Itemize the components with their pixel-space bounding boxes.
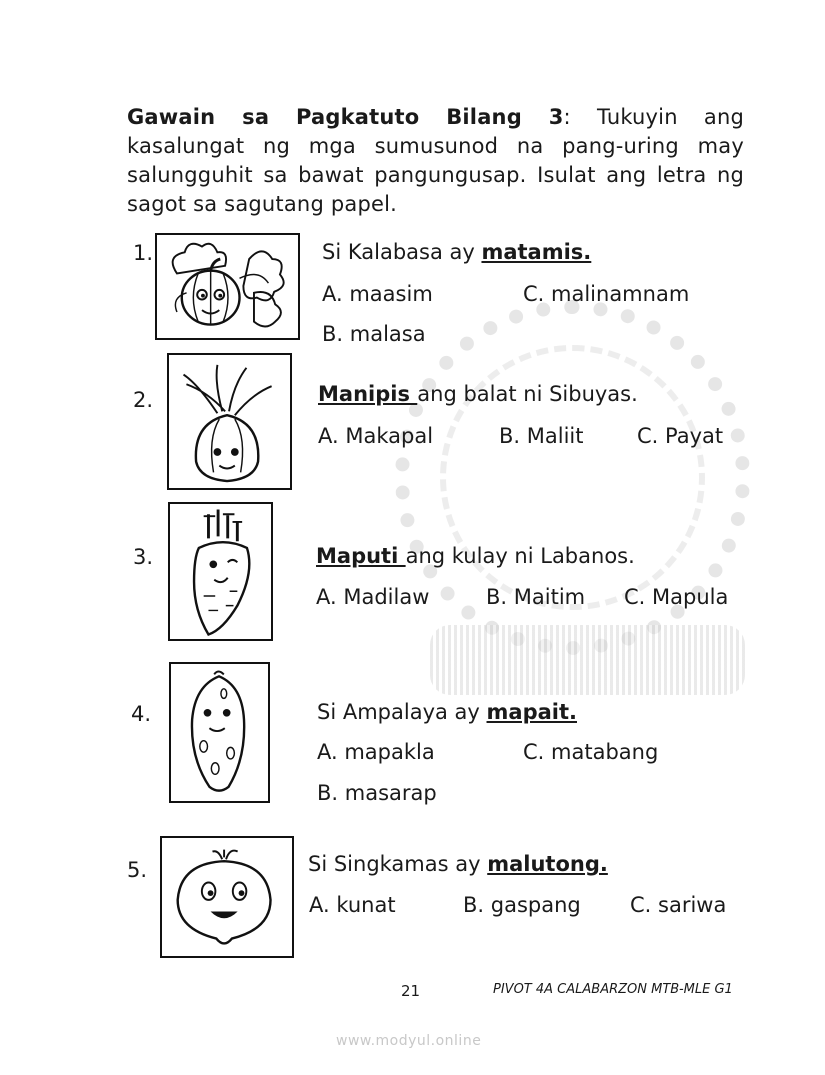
underlined-adjective: matamis. <box>481 240 592 264</box>
option-a: A. Madilaw <box>316 585 430 609</box>
underlined-adjective: Manipis <box>318 382 418 406</box>
instructions-text: : Tukuyin ang kasalungat ng mga sumusunod na pang-uring may salungguhit sa bawat pangungusap. Isulat ang letra ng sagot sa sagutang papel. <box>127 105 744 216</box>
option-a: A. maasim <box>322 282 433 306</box>
underlined-adjective: Maputi <box>316 544 406 568</box>
option-a: A. mapakla <box>317 740 435 764</box>
option-a: A. Makapal <box>318 424 434 448</box>
question-2: Manipis ang balat ni Sibuyas. <box>318 382 638 406</box>
option-b: B. masarap <box>317 781 437 805</box>
item-number: 4. <box>131 702 152 726</box>
onion-icon <box>169 355 290 488</box>
onion-picture <box>167 353 292 490</box>
option-c: C. matabang <box>523 740 659 764</box>
item-number: 2. <box>133 388 154 412</box>
radish-icon <box>170 504 271 639</box>
turnip-picture <box>160 836 294 958</box>
question-5: Si Singkamas ay malutong. <box>308 852 608 876</box>
module-code: PIVOT 4A CALABARZON MTB-MLE G1 <box>493 982 733 997</box>
instructions <box>127 103 744 219</box>
underlined-adjective: malutong. <box>487 852 608 876</box>
item-number: 5. <box>127 858 148 882</box>
option-c: C. malinamnam <box>523 282 690 306</box>
option-b: B. Maliit <box>499 424 584 448</box>
turnip-icon <box>162 838 292 956</box>
faded-stamp-smudge <box>430 625 745 695</box>
radish-picture <box>168 502 273 641</box>
page-number: 21 <box>401 982 421 1000</box>
pumpkin-icon <box>157 235 298 338</box>
option-a: A. kunat <box>309 893 396 917</box>
option-c: C. Mapula <box>624 585 729 609</box>
question-1: Si Kalabasa ay matamis. <box>322 240 592 264</box>
pumpkin-picture <box>155 233 300 340</box>
item-number: 3. <box>133 545 154 569</box>
question-3: Maputi ang kulay ni Labanos. <box>316 544 635 568</box>
option-c: C. Payat <box>637 424 724 448</box>
option-b: B. malasa <box>322 322 426 346</box>
activity-title: Gawain sa Pagkatuto Bilang 3 <box>127 105 564 129</box>
watermark: www.modyul.online <box>336 1033 482 1049</box>
option-c: C. sariwa <box>630 893 727 917</box>
option-b: B. gaspang <box>463 893 581 917</box>
item-number: 1. <box>133 241 154 265</box>
bitter-gourd-picture <box>169 662 270 803</box>
question-4: Si Ampalaya ay mapait. <box>317 700 577 724</box>
option-b: B. Maitim <box>486 585 586 609</box>
underlined-adjective: mapait. <box>486 700 577 724</box>
bitter-gourd-icon <box>171 664 268 801</box>
